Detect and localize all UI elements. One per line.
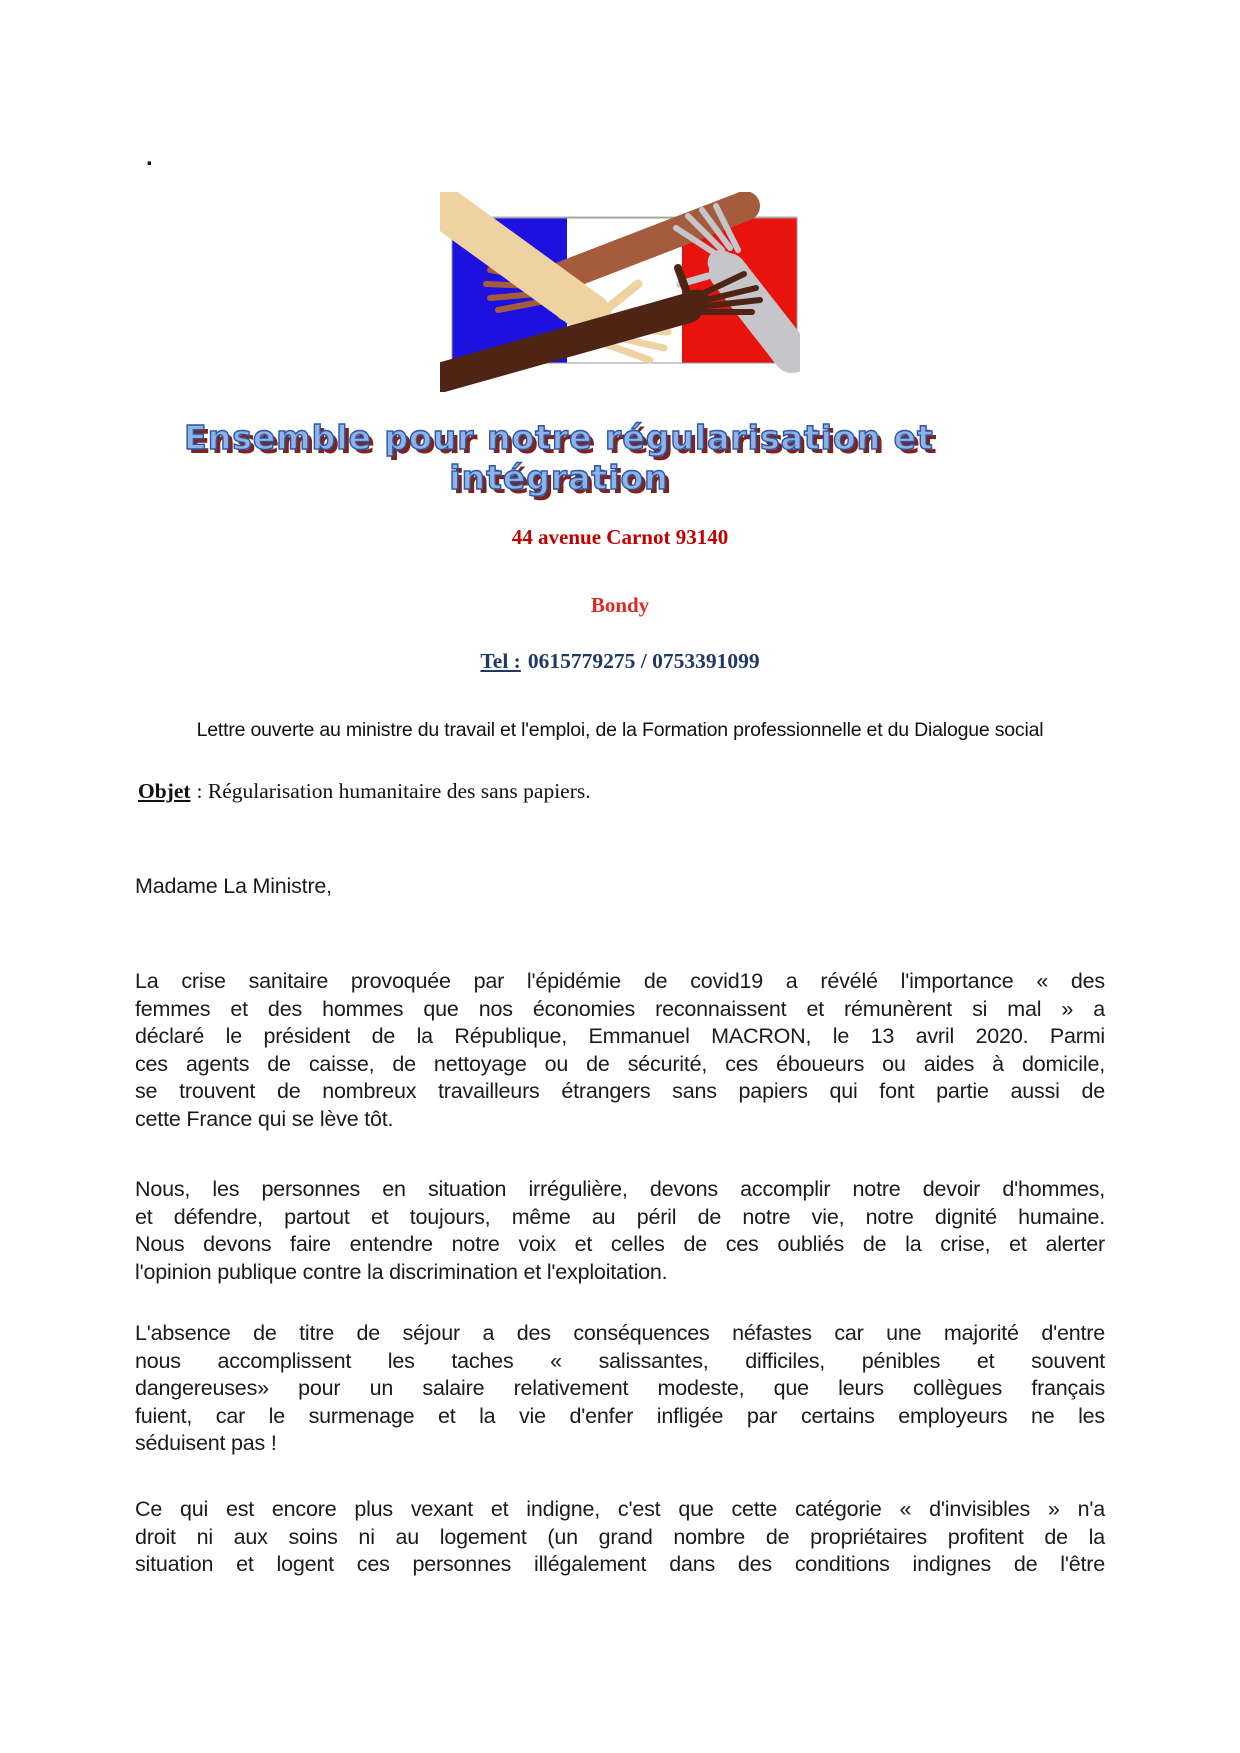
letter-paragraph-4 xyxy=(135,1496,1105,1579)
hands-french-flag-logo xyxy=(440,192,800,392)
letter-paragraph-3 xyxy=(135,1320,1105,1458)
text-line: déclaré le président de la République, Emmanuel MACRON, le 13 avril 2020. Parmi xyxy=(135,1024,1105,1049)
text-line: ces agents de caisse, de nettoyage ou de sécurité, ces éboueurs ou aides à domicile, xyxy=(135,1051,1105,1076)
stray-period: . xyxy=(146,144,153,171)
phone-label: Tel : xyxy=(480,649,521,673)
text-line: fuient, car le surmenage et la vie d'enfer infligée par certains employeurs ne les xyxy=(135,1403,1105,1428)
text-line: femmes et des hommes que nos économies reconnaissent et rémunèrent si mal » a xyxy=(135,996,1105,1021)
text-line: Ce qui est encore plus vexant et indigne, c'est que cette catégorie « d'invisibles » n'a xyxy=(135,1497,1105,1521)
org-address-street: 44 avenue Carnot 93140 xyxy=(511,525,729,549)
phone-numbers: 0615779275 / 0753391099 xyxy=(527,649,760,673)
text-line: situation et logent ces personnes illégalement dans des conditions indignes de l'être xyxy=(135,1552,1105,1577)
org-title xyxy=(0,418,1118,498)
text-line: et défendre, partout et toujours, même au péril de notre vie, notre dignité humaine. xyxy=(135,1204,1105,1229)
org-phone-line xyxy=(135,649,1105,674)
text-line: l'opinion publique contre la discrimination et l'exploitation. xyxy=(135,1259,668,1284)
text-line: La crise sanitaire provoquée par l'épidémie de covid19 a révélé l'importance « des xyxy=(135,969,1105,993)
text-line: L'absence de titre de séjour a des conséquences néfastes car une majorité d'entre xyxy=(135,1321,1105,1345)
subject-text: : Régularisation humanitaire des sans papiers. xyxy=(196,779,591,803)
letter-salutation: Madame La Ministre, xyxy=(135,874,332,898)
letter-paragraph-1 xyxy=(135,968,1105,1134)
text-line: séduisent pas ! xyxy=(135,1431,277,1456)
text-line: droit ni aux soins ni au logement (un grand nombre de propriétaires profitent de la xyxy=(135,1524,1105,1549)
subject-label: Objet xyxy=(138,779,191,803)
text-line: cette France qui se lève tôt. xyxy=(135,1106,394,1131)
text-line: dangereuses» pour un salaire relativement modeste, que leurs collègues français xyxy=(135,1376,1105,1401)
text-line: se trouvent de nombreux travailleurs étrangers sans papiers qui font partie aussi de xyxy=(135,1079,1105,1104)
text-line: Nous, les personnes en situation irrégulière, devons accomplir notre devoir d'hommes, xyxy=(135,1177,1105,1201)
association-logo xyxy=(440,192,800,392)
text-line: nous accomplissent les taches « salissantes, difficiles, pénibles et souvent xyxy=(135,1348,1105,1373)
letter-recipient-line: Lettre ouverte au ministre du travail et l'emploi, de la Formation professionnelle et du Dialogue social xyxy=(196,719,1044,741)
letter-subject-line xyxy=(138,779,1138,804)
letter-paragraph-2 xyxy=(135,1176,1105,1286)
text-line: Nous devons faire entendre notre voix et celles de ces oubliés de la crise, et alerter xyxy=(135,1232,1105,1257)
org-address-city: Bondy xyxy=(590,593,650,617)
org-title-line1: Ensemble pour notre régularisation et xyxy=(184,418,934,457)
org-title-line2: intégration xyxy=(449,458,669,497)
